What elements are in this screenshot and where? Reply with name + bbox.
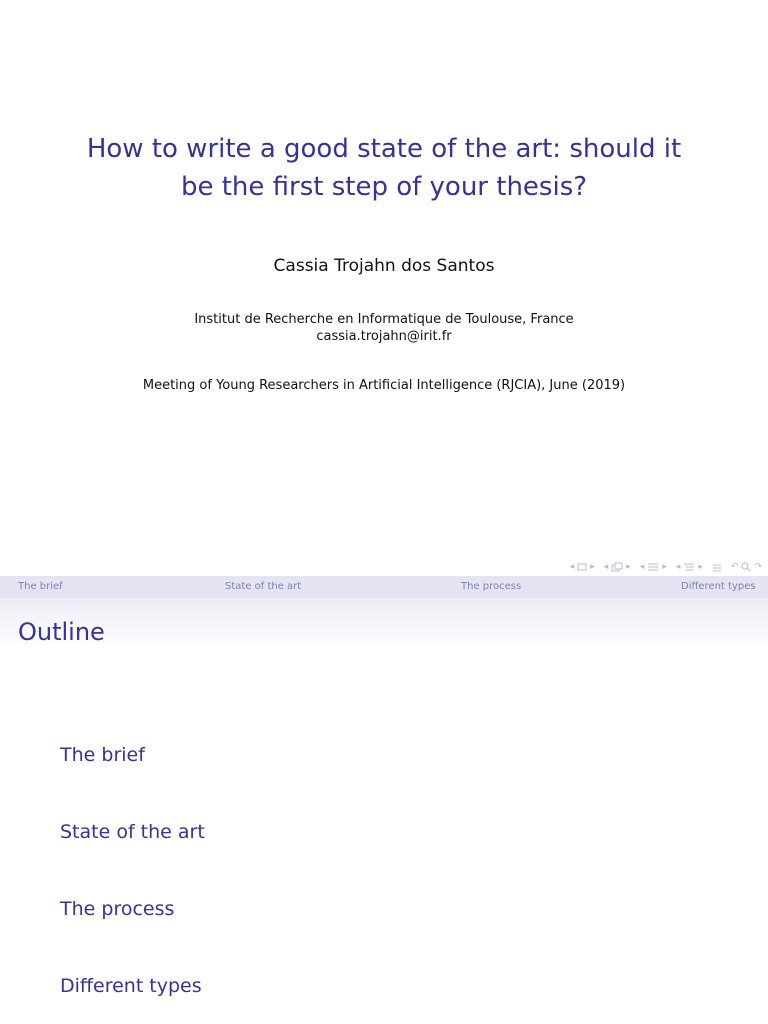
slide-title-line1: How to write a good state of the art: should it (86, 134, 682, 164)
nav-forward-icon[interactable]: ↷ (754, 562, 762, 572)
headline-section-brief[interactable]: The brief (18, 581, 63, 592)
slide-title (60, 130, 708, 206)
institute-name: Institut de Recherche en Informatique de Toulouse, France (194, 312, 574, 327)
nav-left-arrow-icon[interactable]: ◂ (603, 562, 609, 572)
nav-right-arrow-icon[interactable]: ▸ (698, 562, 703, 572)
outline-item-brief[interactable]: The brief (60, 744, 145, 766)
nav-doc-group[interactable] (712, 562, 722, 572)
nav-subsection-icon[interactable] (611, 562, 623, 572)
outline-item-state-of-art[interactable]: State of the art (60, 821, 205, 843)
outline-slide (0, 576, 768, 1024)
nav-section-icon[interactable] (683, 562, 695, 572)
slide-title-line2: be the first step of your thesis? (180, 172, 588, 202)
meeting-info: Meeting of Young Researchers in Artificial Intelligence (RJCIA), June (2019) (142, 378, 626, 393)
nav-frame-icon[interactable] (577, 563, 587, 571)
nav-search-icon[interactable] (741, 562, 751, 572)
nav-subsection-group[interactable] (604, 562, 631, 572)
headline-section-state-of-art[interactable]: State of the art (225, 581, 302, 592)
nav-left-arrow-icon[interactable]: ◂ (569, 562, 575, 572)
frame-title: Outline (18, 618, 105, 646)
nav-left-arrow-icon[interactable]: ◂ (639, 562, 645, 572)
frame-title-band (0, 598, 768, 648)
nav-subsubsection-group[interactable] (676, 562, 703, 572)
institute-block (0, 311, 768, 345)
section-headline-bar (0, 576, 768, 598)
nav-left-arrow-icon[interactable]: ◂ (675, 562, 681, 572)
nav-frame-group[interactable] (570, 562, 595, 572)
nav-right-arrow-icon[interactable]: ▸ (590, 562, 595, 572)
nav-right-arrow-icon[interactable]: ▸ (662, 562, 667, 572)
nav-section-icon[interactable] (647, 562, 659, 572)
nav-search-group[interactable] (731, 562, 762, 572)
nav-doc-icon[interactable] (712, 562, 722, 572)
author-name: Cassia Trojahn dos Santos (273, 256, 495, 276)
outline-item-types[interactable]: Different types (60, 975, 202, 997)
headline-section-types[interactable]: Different types (681, 581, 756, 592)
author-email: cassia.trojahn@irit.fr (316, 329, 452, 344)
beamer-nav-bar (570, 560, 762, 574)
nav-section-group[interactable] (640, 562, 667, 572)
outline-item-process[interactable]: The process (60, 898, 175, 920)
nav-back-icon[interactable]: ↶ (730, 562, 739, 572)
headline-section-process[interactable]: The process (461, 581, 522, 592)
nav-right-arrow-icon[interactable]: ▸ (626, 562, 631, 572)
